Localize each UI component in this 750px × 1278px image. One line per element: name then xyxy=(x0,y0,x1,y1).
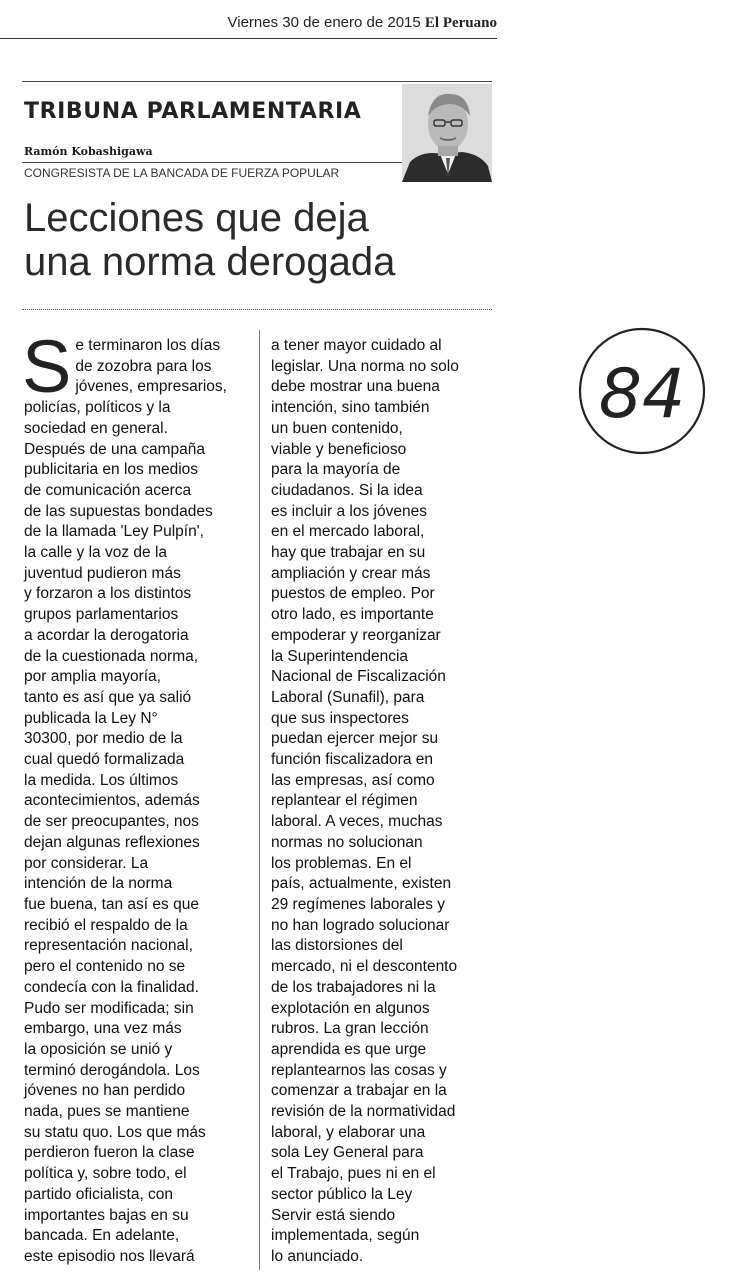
body-line: policías, políticos y la xyxy=(24,399,171,417)
body-line: puestos de empleo. Por xyxy=(271,585,435,603)
body-line: que sus inspectores xyxy=(271,709,409,727)
body-line: de zozobra para los xyxy=(75,357,212,375)
body-line: laboral, y elaborar una xyxy=(271,1123,426,1141)
body-line: a tener mayor cuidado al xyxy=(271,337,442,354)
body-line: puedan ejercer mejor su xyxy=(271,730,439,748)
author-name: Ramón Kobashigawa xyxy=(24,145,153,158)
body-line: de la cuestionada norma, xyxy=(24,647,199,665)
body-line: implementada, según xyxy=(271,1227,420,1245)
body-line: no han logrado solucionar xyxy=(271,916,450,934)
body-line: la calle y la voz de la xyxy=(24,544,168,562)
body-line: representación nacional, xyxy=(24,937,193,955)
body-line: aprendida es que urge xyxy=(271,1040,427,1058)
body-line: embargo, una vez más xyxy=(24,1020,182,1038)
body-line: la medida. Los últimos xyxy=(24,771,179,789)
body-line: tanto es así que ya salió xyxy=(24,688,192,706)
body-line: ampliación y crear más xyxy=(271,564,431,582)
article-headline xyxy=(24,196,494,284)
body-line: otro lado, es importante xyxy=(271,606,434,624)
body-line: el Trabajo, pues ni en el xyxy=(271,1165,436,1183)
body-line: importantes bajas en su xyxy=(24,1206,189,1224)
body-line: grupos parlamentarios xyxy=(24,606,179,624)
body-line: normas no solucionan xyxy=(271,833,423,851)
body-line: Laboral (Sunafil), para xyxy=(271,688,425,706)
body-line: bancada. En adelante, xyxy=(24,1227,180,1245)
body-line: dejan algunas reflexiones xyxy=(24,833,200,851)
body-line: la oposición se unió y xyxy=(24,1040,173,1058)
drop-cap: S xyxy=(22,325,72,408)
body-line: mercado, ni el descontento xyxy=(271,958,458,976)
body-line: e terminaron los días xyxy=(75,337,221,354)
body-line: un buen contenido, xyxy=(271,419,403,437)
body-line: de ser preocupantes, nos xyxy=(24,813,199,831)
body-line: sociedad en general. xyxy=(24,419,168,437)
article-column-2 xyxy=(271,336,503,1268)
body-line: de la llamada 'Ley Pulpín', xyxy=(24,523,204,541)
body-line: condecía con la finalidad. xyxy=(24,978,199,996)
author-portrait-image xyxy=(402,84,492,182)
body-line: para la mayoría de xyxy=(271,461,401,479)
body-line: Pudo ser modificada; sin xyxy=(24,999,194,1017)
page-header xyxy=(0,14,497,32)
section-top-rule xyxy=(22,81,492,82)
body-line: perdieron fueron la clase xyxy=(24,1144,195,1162)
body-line: país, actualmente, existen xyxy=(271,875,452,893)
body-line: su statu quo. Los que más xyxy=(24,1123,206,1141)
section-title: TRIBUNA PARLAMENTARIA xyxy=(24,99,362,124)
body-line: intención de la norma xyxy=(24,875,173,893)
body-line: acontecimientos, además xyxy=(24,792,200,810)
author-rule xyxy=(22,162,402,163)
body-line: revisión de la normatividad xyxy=(271,1103,456,1121)
body-line: jóvenes no han perdido xyxy=(24,1082,186,1100)
body-line: la Superintendencia xyxy=(271,647,409,665)
body-line: por considerar. La xyxy=(24,854,149,872)
handwritten-page-number-stamp xyxy=(576,325,708,457)
column-separator xyxy=(259,330,260,1270)
body-line: 30300, por medio de la xyxy=(24,730,183,748)
article-column-1 xyxy=(22,325,256,1268)
body-line: cual quedó formalizada xyxy=(24,751,185,769)
body-line: partido oficialista, con xyxy=(24,1185,174,1203)
body-line: replantear el régimen xyxy=(271,792,418,810)
header-rule xyxy=(0,38,497,39)
body-line: replantearnos las cosas y xyxy=(271,1061,447,1079)
body-line: publicitaria en los medios xyxy=(24,461,199,479)
body-line: fue buena, tan así es que xyxy=(24,895,199,913)
headline-line: una norma derogada xyxy=(24,240,396,284)
body-line: los problemas. En el xyxy=(271,854,412,872)
body-line: Nacional de Fiscalización xyxy=(271,668,446,686)
body-line: recibió el respaldo de la xyxy=(24,916,188,934)
headline-line: Lecciones que deja xyxy=(24,196,369,240)
body-line: las distorsiones del xyxy=(271,937,403,955)
body-line: Servir está siendo xyxy=(271,1206,396,1224)
body-line: jóvenes, empresarios, xyxy=(75,378,227,396)
body-line: este episodio nos llevará xyxy=(24,1247,195,1265)
body-line: sector público la Ley xyxy=(271,1185,413,1203)
body-line: legislar. Una norma no solo xyxy=(271,357,459,375)
body-line: laboral. A veces, muchas xyxy=(271,813,443,831)
body-line: y forzaron a los distintos xyxy=(24,585,192,603)
body-line: a acordar la derogatoria xyxy=(24,626,189,644)
body-line: función fiscalizadora en xyxy=(271,751,433,769)
body-line: debe mostrar una buena xyxy=(271,378,440,396)
body-line: sola Ley General para xyxy=(271,1144,424,1162)
body-line: comenzar a trabajar en la xyxy=(271,1082,447,1100)
body-line: por amplia mayoría, xyxy=(24,668,161,686)
body-line: en el mercado laboral, xyxy=(271,523,425,541)
body-line: política y, sobre todo, el xyxy=(24,1165,187,1183)
body-line: las empresas, así como xyxy=(271,771,435,789)
author-role: CONGRESISTA DE LA BANCADA DE FUERZA POPULAR xyxy=(24,166,340,180)
body-line: juventud pudieron más xyxy=(24,564,181,582)
body-line: de los trabajadores ni la xyxy=(271,978,436,996)
body-line: viable y beneficioso xyxy=(271,440,407,458)
body-line: hay que trabajar en su xyxy=(271,544,426,562)
body-line: es incluir a los jóvenes xyxy=(271,502,427,520)
body-line: de comunicación acerca xyxy=(24,481,192,499)
header-date: Viernes 30 de enero de 2015 xyxy=(227,14,421,31)
body-line: publicada la Ley N° xyxy=(24,709,158,727)
body-line: lo anunciado. xyxy=(271,1247,364,1265)
body-line: ciudadanos. Si la idea xyxy=(271,481,423,499)
body-line: empoderar y reorganizar xyxy=(271,626,441,644)
headline-dotted-rule xyxy=(22,309,492,310)
body-line: nada, pues se mantiene xyxy=(24,1103,190,1121)
body-line: rubros. La gran lección xyxy=(271,1020,429,1038)
body-line: de las supuestas bondades xyxy=(24,502,213,520)
body-line: pero el contenido no se xyxy=(24,958,186,976)
author-portrait xyxy=(402,84,492,182)
body-line: explotación en algunos xyxy=(271,999,430,1017)
body-line: Después de una campaña xyxy=(24,440,205,458)
body-line: 29 regímenes laborales y xyxy=(271,895,446,913)
body-line: terminó derogándola. Los xyxy=(24,1061,200,1079)
body-line: intención, sino también xyxy=(271,399,430,417)
publication-name: El Peruano xyxy=(424,15,497,31)
handwritten-number: 84 xyxy=(598,355,686,434)
